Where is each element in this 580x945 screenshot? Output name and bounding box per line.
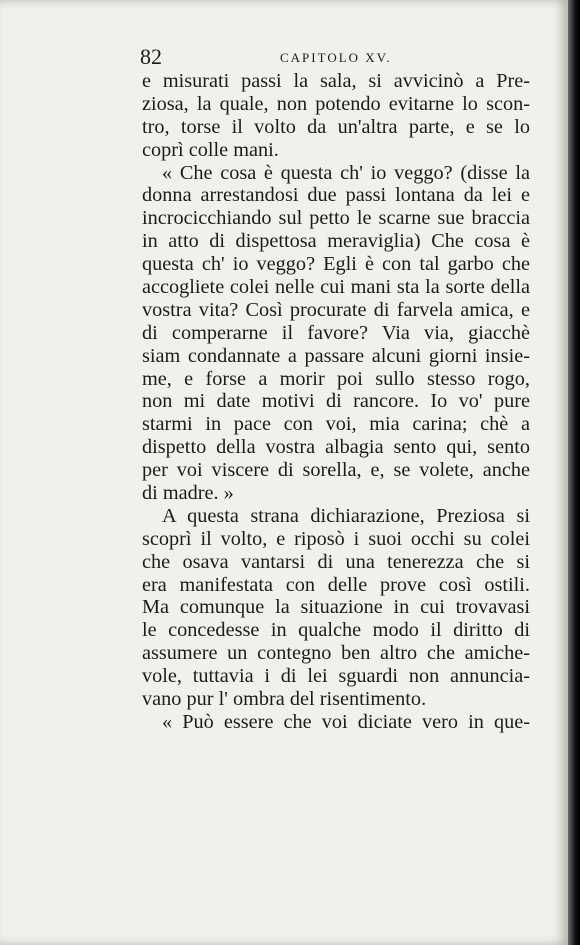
text-line: le concedesse in qualche modo il diritto di xyxy=(142,619,530,642)
text-line: « Può essere che voi diciate vero in que- xyxy=(162,710,530,733)
text-line: donna arrestandosi due passi lontana da lei e xyxy=(142,184,530,207)
text-line: assumere un contegno ben altro che amiche- xyxy=(142,642,530,665)
text-line: incrocicchiando sul petto le scarne sue braccia xyxy=(142,207,530,230)
page-header xyxy=(140,44,540,68)
page-number: 82 xyxy=(140,44,162,69)
body-text xyxy=(142,70,530,734)
text-line: non mi date motivi di rancore. Io vo' pure xyxy=(142,390,530,413)
text-line: di madre. » xyxy=(142,482,234,505)
text-line: me, e forse a morir poi sullo stesso rogo, xyxy=(142,367,530,390)
text-line: era manifestata con delle prove così ostili. xyxy=(142,573,530,596)
text-line: vole, tuttavia i di lei sguardi non annuncia- xyxy=(142,665,530,688)
running-title: CAPITOLO XV. xyxy=(280,50,392,65)
text-line: « Che cosa è questa ch' io veggo? (disse la xyxy=(162,161,530,184)
text-line: ziosa, la quale, non potendo evitarne lo scon- xyxy=(142,92,530,115)
text-line: Ma comunque la situazione in cui trovavasi xyxy=(142,596,530,619)
text-line: vano pur l' ombra del risentimento. xyxy=(142,688,427,711)
text-line: scoprì il volto, e riposò i suoi occhi su colei xyxy=(142,527,530,550)
text-line: accogliete colei nelle cui mani sta la sorte della xyxy=(142,276,530,299)
text-line: vostra vita? Così procurate di farvela amica, e xyxy=(142,298,530,321)
text-line: in atto di dispettosa meraviglia) Che cosa è xyxy=(142,230,530,253)
text-line: A questa strana dichiarazione, Preziosa si xyxy=(162,504,530,527)
text-line: questa ch' io veggo? Egli è con tal garbo che xyxy=(142,253,530,276)
text-line: starmi in pace con voi, mia carina; chè a xyxy=(142,413,530,436)
text-line: tro, torse il volto da un'altra parte, e se lo xyxy=(142,115,530,138)
text-line: dispetto della vostra albagia sento qui, sento xyxy=(142,436,530,459)
text-line: che osava vantarsi di una tenerezza che si xyxy=(142,550,530,573)
text-line: di comperarne il favore? Via via, giacchè xyxy=(142,321,530,344)
page-edge-shadow xyxy=(568,0,580,945)
text-line: siam condannate a passare alcuni giorni insie- xyxy=(142,344,530,367)
text-line: per voi viscere di sorella, e, se volete, anche xyxy=(142,459,530,482)
text-line: e misurati passi la sala, si avvicinò a Pre- xyxy=(142,70,530,92)
text-line: coprì colle mani. xyxy=(142,138,279,161)
